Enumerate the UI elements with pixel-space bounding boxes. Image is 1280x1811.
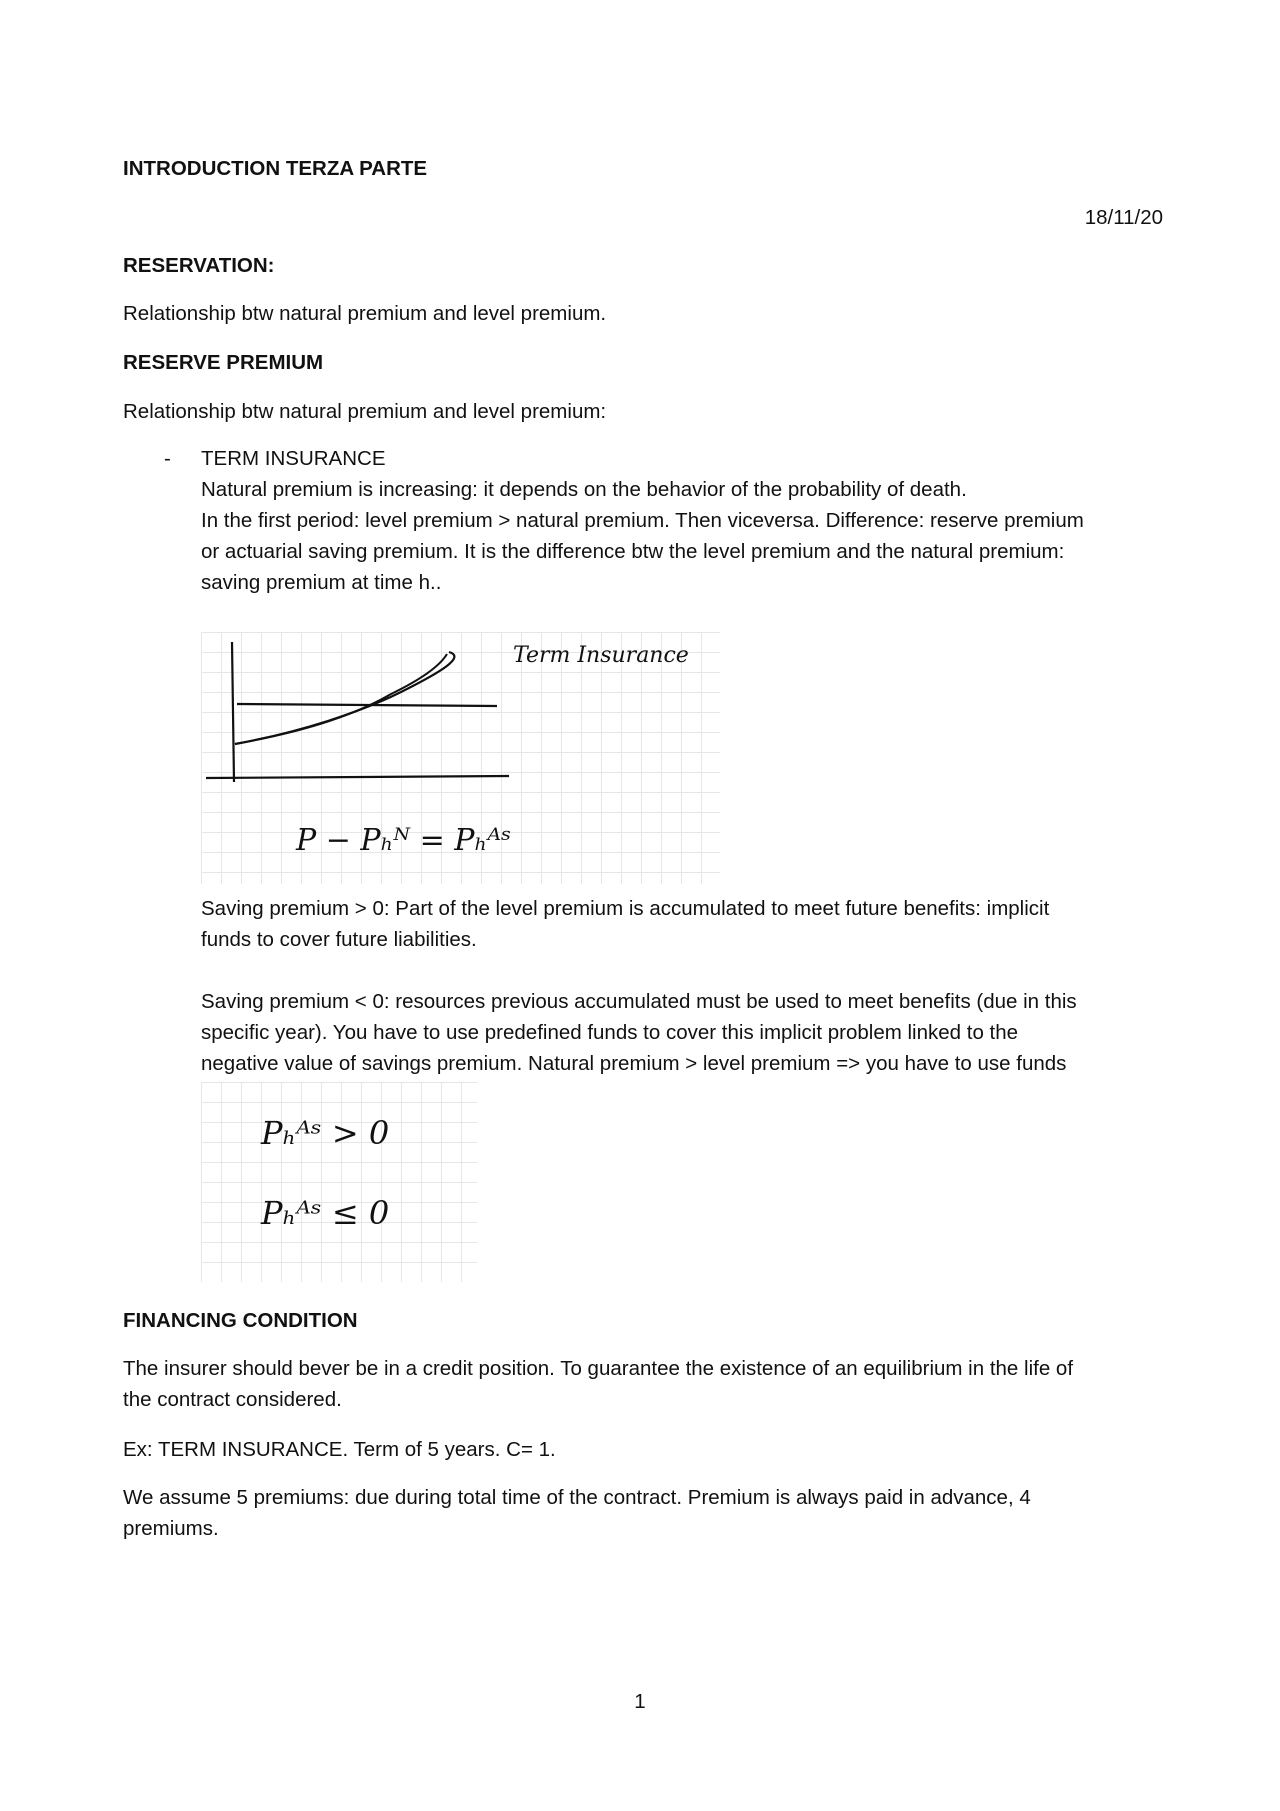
financing-condition-heading: FINANCING CONDITION [123, 1309, 358, 1332]
term-insurance-block [201, 443, 1161, 598]
saving-negative-line: Saving premium < 0: resources previous accumulated must be used to meet benefits (due in this [201, 990, 1077, 1013]
saving-negative-line: specific year). You have to use predefined funds to cover this implicit problem linked to the [201, 1021, 1019, 1044]
sketch-nonpositive: Pₕᴬˢ ≤ 0 [261, 1194, 390, 1232]
term-insurance-sketch [201, 632, 720, 884]
premium-lines-drawing [201, 632, 720, 884]
sketch-positive: Pₕᴬˢ > 0 [261, 1114, 390, 1152]
page-number: 1 [634, 1690, 646, 1713]
assumption-line: premiums. [123, 1517, 219, 1540]
example-text: Ex: TERM INSURANCE. Term of 5 years. C= 1. [123, 1438, 556, 1461]
saving-positive-line: funds to cover future liabilities. [201, 928, 477, 951]
saving-positive-block [201, 893, 1161, 955]
term-line: saving premium at time h.. [201, 571, 442, 594]
document-date: 18/11/20 [1084, 206, 1163, 229]
sketch-title: Term Insurance [513, 643, 689, 668]
assumption-line: We assume 5 premiums: due during total time of the contract. Premium is always paid in advance, 4 [123, 1486, 1031, 1509]
term-insurance-title: TERM INSURANCE [201, 447, 386, 470]
financing-line: The insurer should bever be in a credit position. To guarantee the existence of an equilibrium in the life of [123, 1357, 1074, 1380]
term-line: or actuarial saving premium. It is the difference btw the level premium and the natural premium: [201, 540, 1065, 563]
document-title: INTRODUCTION TERZA PARTE [123, 157, 428, 180]
reservation-heading: RESERVATION: [123, 254, 275, 277]
bullet-dash: - [164, 447, 171, 470]
term-line: In the first period: level premium > natural premium. Then viceversa. Difference: reserve premium [201, 509, 1084, 532]
saving-negative-block [201, 986, 1161, 1079]
saving-negative-line: negative value of savings premium. Natural premium > level premium => you have to use funds [201, 1052, 1067, 1075]
financing-condition-text [123, 1353, 1163, 1415]
reservation-text: Relationship btw natural premium and level premium. [123, 302, 607, 325]
saving-sign-drawing [201, 1082, 477, 1282]
saving-sign-sketch [201, 1082, 477, 1282]
reserve-premium-text: Relationship btw natural premium and level premium: [123, 400, 607, 423]
assumption-text [123, 1482, 1163, 1544]
term-line: Natural premium is increasing: it depends on the behavior of the probability of death. [201, 478, 967, 501]
saving-positive-line: Saving premium > 0: Part of the level premium is accumulated to meet future benefits: implicit [201, 897, 1050, 920]
financing-line: the contract considered. [123, 1388, 342, 1411]
sketch-formula: P − Pₕᴺ = Pₕᴬˢ [296, 823, 512, 858]
reserve-premium-heading: RESERVE PREMIUM [123, 351, 324, 374]
